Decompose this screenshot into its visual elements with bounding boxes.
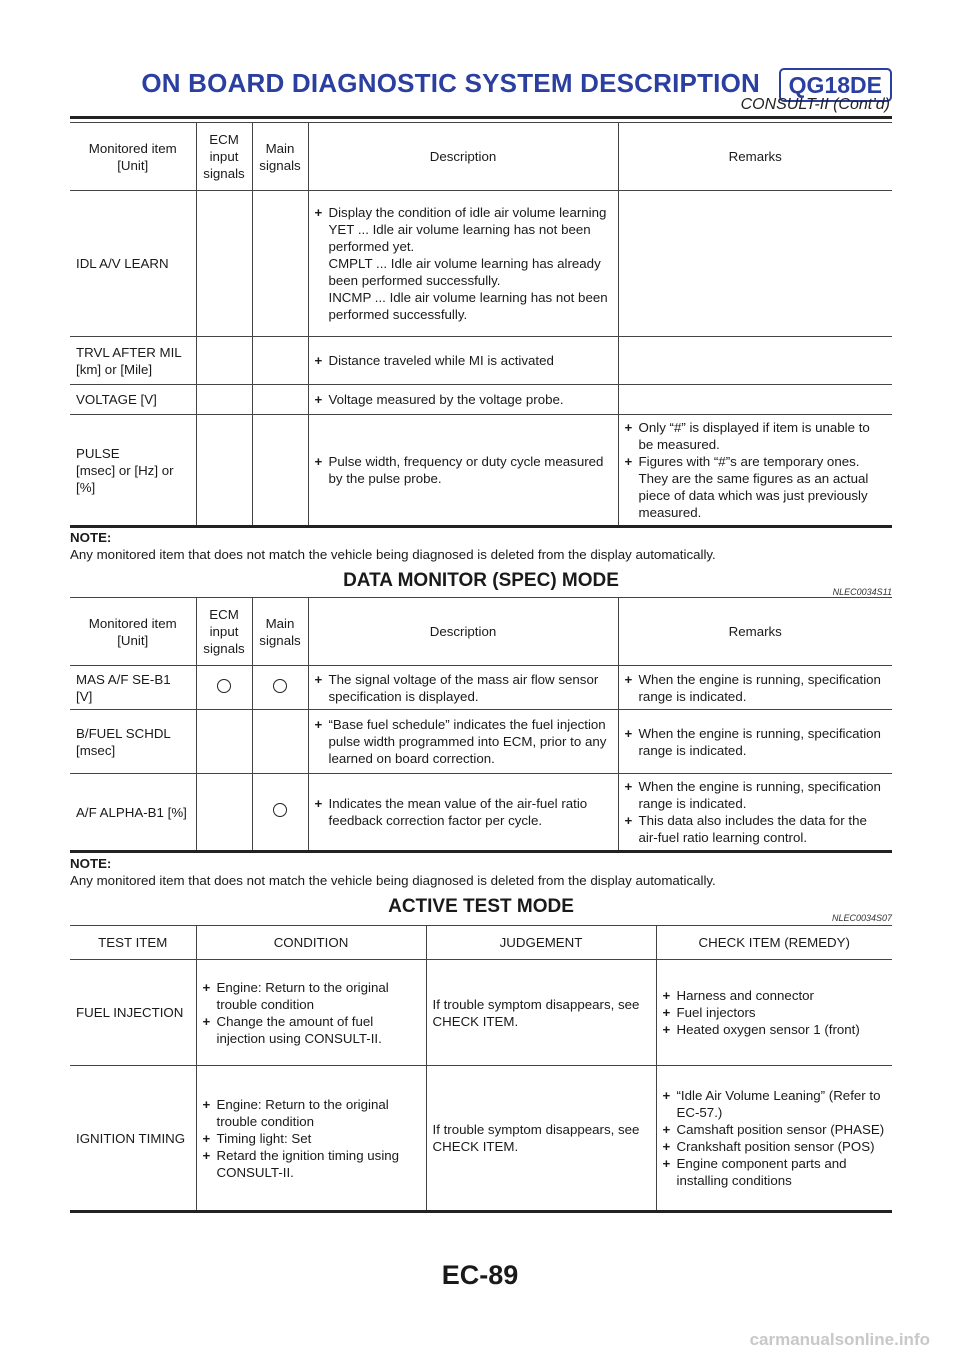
- remark-bullet: + When the engine is running, specification range is indicated.: [625, 725, 887, 759]
- col-header: Remarks: [618, 123, 892, 191]
- item-cell: A/F ALPHA-B1 [%]: [70, 774, 196, 852]
- remark-bullet: + When the engine is running, specification range is indicated.: [625, 671, 887, 705]
- monitor-table-2: [70, 597, 892, 853]
- circle-mark-icon: [273, 803, 287, 817]
- page-title: ON BOARD DIAGNOSTIC SYSTEM DESCRIPTION: [141, 68, 760, 98]
- item-cell: VOLTAGE [V]: [70, 385, 196, 415]
- col-header: Description: [308, 598, 618, 666]
- circle-mark-icon: [273, 679, 287, 693]
- section-code: NLEC0034S07: [831, 913, 892, 923]
- engine-badge: QG18DE: [779, 68, 892, 102]
- table-row: [70, 1066, 892, 1212]
- monitor-table-1: [70, 122, 892, 528]
- desc-bullet: + Distance traveled while MI is activated: [315, 352, 612, 369]
- condition-bullet: + Timing light: Set: [203, 1130, 420, 1147]
- page-subtitle: CONSULT-II (Cont’d): [740, 96, 890, 113]
- note-text: Any monitored item that does not match the vehicle being diagnosed is deleted from the display automatically.: [70, 873, 716, 888]
- col-header: ECM input signals: [196, 598, 252, 666]
- desc-bullet: + “Base fuel schedule” indicates the fuel injection pulse width programmed into ECM, prior to any learned on board correction.: [315, 716, 612, 767]
- item-cell: B/FUEL SCHDL [msec]: [70, 710, 196, 774]
- page-header: [70, 60, 892, 118]
- judgement-cell: If trouble symptom disappears, see CHECK ITEM.: [426, 960, 656, 1066]
- page-number: EC-89: [441, 1260, 519, 1290]
- check-bullet: + “Idle Air Volume Leaning” (Refer to EC-57.): [663, 1087, 887, 1121]
- col-header: Remarks: [618, 598, 892, 666]
- remark-bullet: + Figures with “#”s are temporary ones. They are the same figures as an actual piece of data which was just previously measured.: [625, 453, 887, 521]
- section-title-data-monitor-spec: DATA MONITOR (SPEC) MODE: [343, 570, 619, 591]
- item-cell: FUEL INJECTION: [70, 960, 196, 1066]
- table-row: [70, 666, 892, 710]
- section-title-active-test: ACTIVE TEST MODE: [388, 896, 574, 917]
- check-bullet: + Crankshaft position sensor (POS): [663, 1138, 887, 1155]
- col-header: JUDGEMENT: [426, 926, 656, 960]
- col-header: CHECK ITEM (REMEDY): [656, 926, 892, 960]
- desc-bullet: + Voltage measured by the voltage probe.: [315, 391, 612, 408]
- active-test-table: [70, 925, 892, 1213]
- item-cell: TRVL AFTER MIL [km] or [Mile]: [70, 337, 196, 385]
- watermark: carmanualsonline.info: [749, 1330, 930, 1349]
- header-rule: [70, 116, 892, 119]
- col-header: Description: [308, 123, 618, 191]
- desc-bullet: + The signal voltage of the mass air flow sensor specification is displayed.: [315, 671, 612, 705]
- judgement-cell: If trouble symptom disappears, see CHECK ITEM.: [426, 1066, 656, 1212]
- check-bullet: + Camshaft position sensor (PHASE): [663, 1121, 887, 1138]
- col-header: Main signals: [252, 598, 308, 666]
- item-cell: IDL A/V LEARN: [70, 191, 196, 337]
- desc-bullet: + Indicates the mean value of the air-fuel ratio feedback correction factor per cycle.: [315, 795, 612, 829]
- condition-bullet: + Engine: Return to the original trouble condition: [203, 1096, 420, 1130]
- circle-mark-icon: [217, 679, 231, 693]
- table-row: [70, 960, 892, 1066]
- check-bullet: + Fuel injectors: [663, 1004, 887, 1021]
- desc-bullet: + Display the condition of idle air volume learning YET ... Idle air volume learning has not been performed yet. CMPLT ... Idle air volume learning has already been performed successfully. INCMP ... Idle air volume learning has not been performed successfully.: [315, 204, 612, 323]
- condition-bullet: + Engine: Return to the original trouble condition: [203, 979, 420, 1013]
- check-bullet: + Engine component parts and installing conditions: [663, 1155, 887, 1189]
- condition-bullet: + Retard the ignition timing using CONSULT-II.: [203, 1147, 420, 1181]
- note-1: [70, 529, 716, 563]
- item-cell: PULSE [msec] or [Hz] or [%]: [70, 415, 196, 527]
- table-row: [70, 710, 892, 774]
- remark-bullet: + When the engine is running, specification range is indicated.: [625, 778, 887, 812]
- check-bullet: + Heated oxygen sensor 1 (front): [663, 1021, 887, 1038]
- item-cell: MAS A/F SE-B1 [V]: [70, 666, 196, 710]
- remark-bullet: + This data also includes the data for the air-fuel ratio learning control.: [625, 812, 887, 846]
- desc-bullet: + Pulse width, frequency or duty cycle measured by the pulse probe.: [315, 453, 612, 487]
- table-row: [70, 337, 892, 385]
- col-header: ECM input signals: [196, 123, 252, 191]
- note-label: NOTE:: [70, 530, 112, 545]
- note-label: NOTE:: [70, 856, 112, 871]
- table-row: [70, 415, 892, 527]
- col-header: Monitored item [Unit]: [70, 123, 196, 191]
- check-bullet: + Harness and connector: [663, 987, 887, 1004]
- condition-bullet: + Change the amount of fuel injection using CONSULT-II.: [203, 1013, 420, 1047]
- col-header: Monitored item [Unit]: [70, 598, 196, 666]
- col-header: TEST ITEM: [70, 926, 196, 960]
- table-row: [70, 385, 892, 415]
- item-cell: IGNITION TIMING: [70, 1066, 196, 1212]
- col-header: Main signals: [252, 123, 308, 191]
- remark-bullet: + Only “#” is displayed if item is unable to be measured.: [625, 419, 887, 453]
- note-text: Any monitored item that does not match the vehicle being diagnosed is deleted from the display automatically.: [70, 547, 716, 562]
- note-2: [70, 855, 716, 889]
- table-row: [70, 774, 892, 852]
- col-header: CONDITION: [196, 926, 426, 960]
- section-code: NLEC0034S11: [832, 587, 892, 597]
- table-row: [70, 191, 892, 337]
